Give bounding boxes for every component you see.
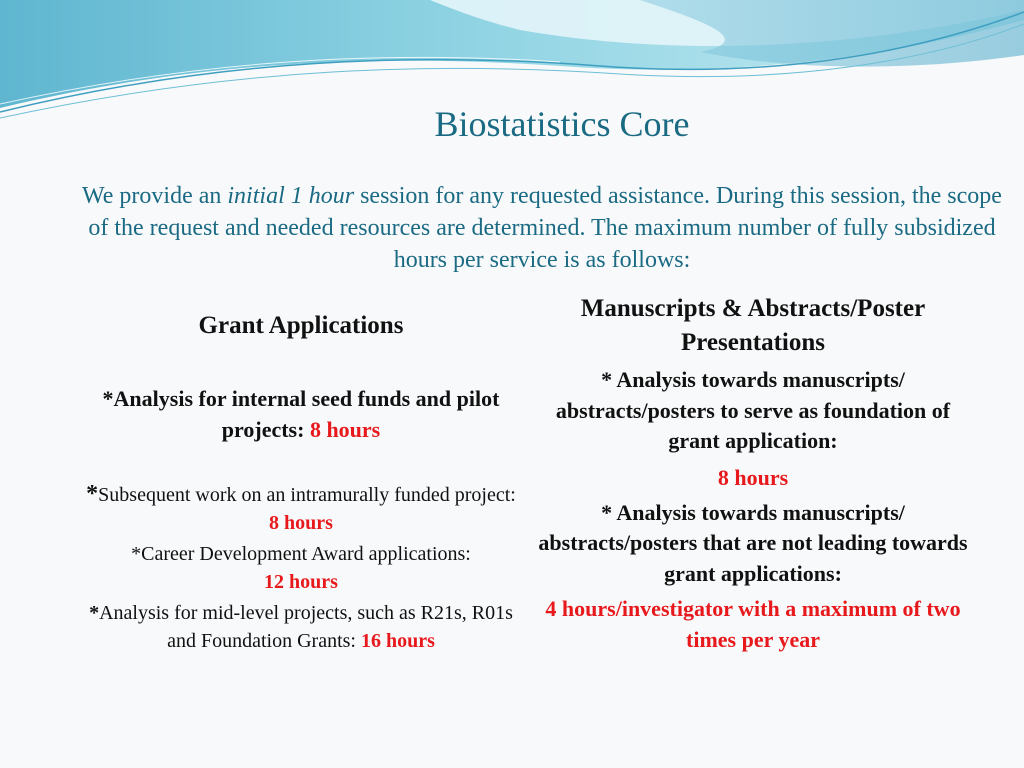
career-development-item [86,540,516,596]
manuscripts-grant-foundation-hours: 8 hours [717,464,789,490]
intro-text-before: We provide an [82,183,228,209]
seed-text: Analysis for internal seed funds and pilot projects: [113,386,500,442]
intro-text-after: session for any requested assistance. During this session, the scope of the request and needed resources are determined. The maximum number of fully subsidized hours per service is as follows: [88,183,1002,273]
manuscripts-column [538,292,968,655]
grant-applications-column [86,300,516,655]
manuscripts-grant-foundation-item: * Analysis towards manuscripts/ abstracts/posters to serve as foundation of grant application: [555,367,951,453]
grant-applications-heading: Grant Applications [198,312,404,339]
seed-funds-item [86,383,516,445]
intro-paragraph [70,180,1014,276]
mid-hours: 16 hours [360,630,435,652]
slide-title: Biostatistics Core [434,104,690,144]
subsequent-text: Subsequent work on an intramurally funded project: [98,484,516,506]
career-text: *Career Development Award applications: [131,543,471,565]
subsequent-work-item [86,480,516,537]
subsequent-hours: 8 hours [269,512,333,534]
mid-star: * [89,602,100,624]
intro-emphasis: initial 1 hour [227,183,355,209]
manuscripts-non-grant-hours: 4 hours/investigator with a maximum of two times per year [545,596,961,652]
seed-star: * [102,386,114,411]
career-hours: 12 hours [264,571,338,593]
subsequent-star: * [86,481,99,507]
seed-hours: 8 hours [309,417,381,442]
mid-text: Analysis for mid-level projects, such as R21s, R01s and Foundation Grants: [99,602,513,652]
mid-level-item [86,599,516,655]
manuscripts-non-grant-item: * Analysis towards manuscripts/ abstracts/posters that are not leading towards grant applications: [538,499,968,586]
manuscripts-heading: Manuscripts & Abstracts/Poster Presentations [580,295,926,356]
